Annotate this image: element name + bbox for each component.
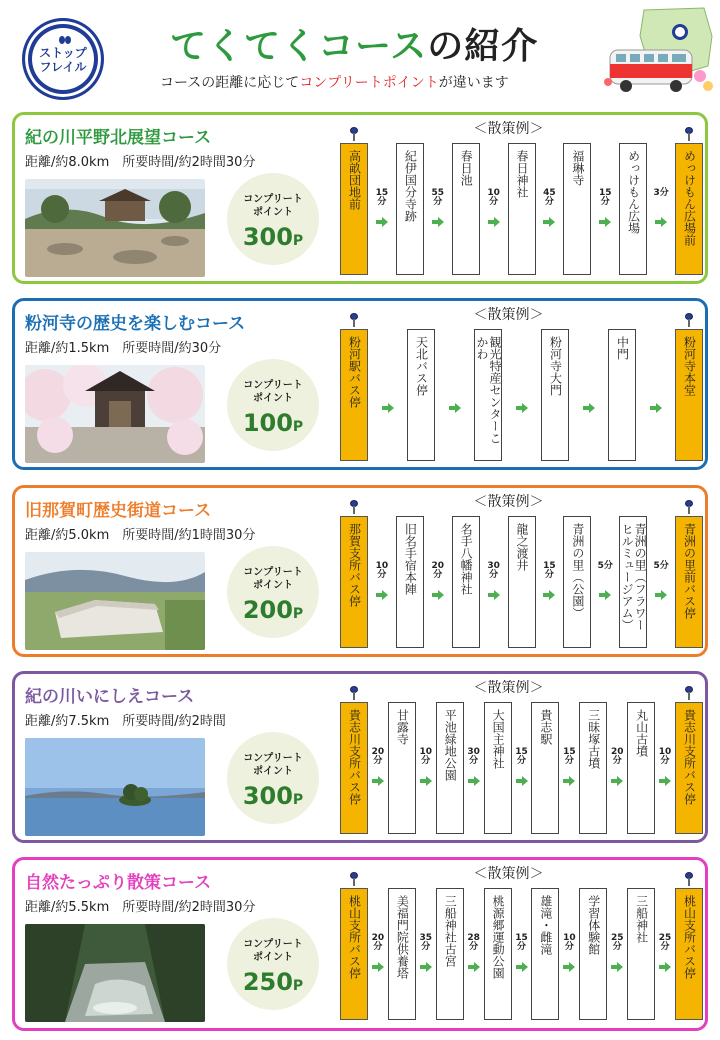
arrow-right-icon: [468, 962, 480, 972]
bus-stop-box: 粉河寺本堂: [675, 329, 703, 461]
arrow-right-icon: [599, 217, 611, 227]
title-black: の紹介: [427, 26, 539, 67]
title-green: てくてくコース: [170, 26, 428, 67]
bus-stop-box: 青洲の里前バス停: [675, 516, 703, 648]
arrow-right-icon: [543, 217, 555, 227]
bus-stop-sign-icon: [350, 872, 358, 886]
walk-time-label: 45分: [543, 188, 556, 207]
course-name: 自然たっぷり散策コース: [25, 873, 212, 893]
arrow-right-icon: [563, 776, 575, 786]
spot-box: 桃源郷運動公園: [484, 888, 512, 1020]
page-title: [170, 18, 538, 69]
complete-points-badge: [227, 546, 319, 638]
arrow-right-icon: [659, 962, 671, 972]
points-value: 300P: [242, 782, 304, 810]
bus-illustration: [604, 6, 714, 98]
bus-stop-sign-icon: [685, 686, 693, 700]
walk-example-label: ＜散策例＞: [473, 121, 544, 137]
complete-points-badge: [227, 918, 319, 1010]
arrow-right-icon: [449, 403, 461, 413]
walk-time-label: 15分: [598, 188, 612, 207]
course-name: 紀の川いにしえコース: [25, 687, 195, 707]
spot-box: 平池緑地公園: [436, 702, 464, 834]
course-card: [12, 485, 708, 657]
walk-time-label: 20分: [371, 933, 385, 952]
subtitle-pre: コースの距離に応じて: [160, 75, 300, 91]
points-label: コンプリート ポイント: [243, 753, 303, 777]
points-value: 100P: [242, 409, 304, 437]
walk-time-label: 15分: [515, 933, 528, 952]
course-photo: [25, 924, 205, 1022]
spot-box: 春日池: [452, 143, 480, 275]
spot-box: 雄滝・雌滝: [531, 888, 559, 1020]
points-label: コンプリート ポイント: [243, 194, 303, 218]
arrow-right-icon: [432, 590, 444, 600]
temple-ruins-photo: [25, 179, 205, 277]
spot-box: めっけもん広場: [619, 143, 647, 275]
bus-stop-sign-icon: [685, 872, 693, 886]
course-distance: 距離/約8.0km 所要時間/約2時間30分: [25, 155, 256, 170]
arrow-right-icon: [563, 962, 575, 972]
arrow-right-icon: [650, 403, 662, 413]
spot-box: 三船神社古宮: [436, 888, 464, 1020]
bus-stop-box: 高畝団地前: [340, 143, 368, 275]
walk-time-label: 15分: [375, 188, 389, 207]
bus-stop-sign-icon: [685, 313, 693, 327]
spot-box: 観光特産センターこかわ: [474, 329, 502, 461]
spot-box: 丸山古墳: [627, 702, 655, 834]
bus-stop-box: 桃山支所バス停: [340, 888, 368, 1020]
walk-time-label: 15分: [563, 747, 576, 766]
walk-time-label: 20分: [610, 747, 624, 766]
walk-time-label: 30分: [467, 747, 480, 766]
walk-example-label: ＜散策例＞: [473, 307, 544, 323]
museum-aerial-photo: [25, 552, 205, 650]
course-card: [12, 112, 708, 284]
walk-time-label: 10分: [563, 933, 576, 952]
temple-cherry-photo: [25, 365, 205, 463]
spot-box: 龍之渡井: [508, 516, 536, 648]
spot-box: 名手八幡神社: [452, 516, 480, 648]
walk-time-label: 10分: [658, 747, 672, 766]
course-card: [12, 671, 708, 843]
spot-box: 大国主神社: [484, 702, 512, 834]
arrow-right-icon: [488, 217, 500, 227]
complete-points-badge: [227, 732, 319, 824]
points-value: 200P: [242, 596, 304, 624]
points-value: 300P: [242, 223, 304, 251]
arrow-right-icon: [611, 962, 623, 972]
arrow-right-icon: [468, 776, 480, 786]
arrow-right-icon: [488, 590, 500, 600]
bus-stop-sign-icon: [685, 500, 693, 514]
walk-example-label: ＜散策例＞: [473, 494, 544, 510]
arrow-right-icon: [516, 403, 528, 413]
spot-box: 春日神社: [508, 143, 536, 275]
walk-time-label: 10分: [419, 747, 433, 766]
course-photo: [25, 179, 205, 277]
bus-stop-sign-icon: [350, 313, 358, 327]
walk-time-label: 3分: [653, 188, 669, 198]
arrow-right-icon: [516, 962, 528, 972]
spot-box: 天北バス停: [407, 329, 435, 461]
course-photo: [25, 738, 205, 836]
walk-time-label: 20分: [431, 561, 445, 580]
lake-island-photo: [25, 738, 205, 836]
bus-stop-sign-icon: [350, 127, 358, 141]
gorge-river-photo: [25, 924, 205, 1022]
spot-box: 三船神社: [627, 888, 655, 1020]
arrow-right-icon: [599, 590, 611, 600]
arrow-right-icon: [420, 962, 432, 972]
course-distance: 距離/約5.0km 所要時間/約1時間30分: [25, 528, 256, 543]
spot-box: 学習体験館: [579, 888, 607, 1020]
spot-box: 美福門院供養塔: [388, 888, 416, 1020]
arrow-right-icon: [376, 217, 388, 227]
arrow-right-icon: [372, 776, 384, 786]
stop-frail-logo: [22, 18, 104, 100]
walk-time-label: 30分: [487, 561, 500, 580]
walk-time-label: 35分: [419, 933, 433, 952]
walk-time-label: 55分: [431, 188, 445, 207]
bus-stop-box: 粉河駅バス停: [340, 329, 368, 461]
walk-time-label: 25分: [610, 933, 624, 952]
points-label: コンプリート ポイント: [243, 939, 303, 963]
logo-text-line1: ストップ: [39, 46, 87, 60]
walk-time-label: 25分: [658, 933, 672, 952]
course-photo: [25, 365, 205, 463]
complete-points-badge: [227, 173, 319, 265]
course-card: [12, 298, 708, 470]
subtitle-red: コンプリートポイント: [299, 75, 439, 91]
arrow-right-icon: [655, 217, 667, 227]
arrow-right-icon: [372, 962, 384, 972]
spot-box: 紀伊国分寺跡: [396, 143, 424, 275]
spot-box: 中門: [608, 329, 636, 461]
spot-box: 三昧塚古墳: [579, 702, 607, 834]
arrow-right-icon: [376, 590, 388, 600]
course-distance: 距離/約1.5km 所要時間/約30分: [25, 341, 222, 356]
spot-box: 貴志駅: [531, 702, 559, 834]
points-label: コンプリート ポイント: [243, 380, 303, 404]
walk-time-label: 10分: [487, 188, 500, 207]
course-distance: 距離/約5.5km 所要時間/約2時間30分: [25, 900, 256, 915]
course-distance: 距離/約7.5km 所要時間/約2時間: [25, 714, 226, 729]
arrow-right-icon: [583, 403, 595, 413]
logo-text-line2: フレイル: [39, 60, 87, 74]
walk-example-label: ＜散策例＞: [473, 680, 544, 696]
bus-stop-box: めっけもん広場前: [675, 143, 703, 275]
bus-stop-sign-icon: [350, 686, 358, 700]
walk-time-label: 5分: [653, 561, 669, 571]
subtitle-post: が違います: [438, 75, 509, 91]
spot-box: 粉河寺大門: [541, 329, 569, 461]
points-label: コンプリート ポイント: [243, 567, 303, 591]
bus-stop-box: 貴志川支所バス停: [675, 702, 703, 834]
arrow-right-icon: [420, 776, 432, 786]
arrow-right-icon: [543, 590, 555, 600]
spot-box: 福琳寺: [563, 143, 591, 275]
page-subtitle: [160, 72, 509, 92]
arrow-right-icon: [432, 217, 444, 227]
arrow-right-icon: [659, 776, 671, 786]
spot-box: 甘露寺: [388, 702, 416, 834]
arrow-right-icon: [655, 590, 667, 600]
points-value: 250P: [242, 968, 304, 996]
spot-box: 青洲の里（公園）: [563, 516, 591, 648]
bus-stop-sign-icon: [350, 500, 358, 514]
bus-stop-box: 那賀支所バス停: [340, 516, 368, 648]
course-name: 粉河寺の歴史を楽しむコース: [25, 314, 246, 334]
course-card: [12, 857, 708, 1031]
walk-time-label: 15分: [515, 747, 528, 766]
bus-stop-box: 桃山支所バス停: [675, 888, 703, 1020]
walk-time-label: 10分: [375, 561, 389, 580]
course-photo: [25, 552, 205, 650]
spot-box: 青洲の里（フラワーヒルミュージアム）: [619, 516, 647, 648]
walk-time-label: 20分: [371, 747, 385, 766]
footprint-icon: [58, 35, 72, 45]
complete-points-badge: [227, 359, 319, 451]
bus-stop-sign-icon: [685, 127, 693, 141]
course-name: 旧那賀町歴史街道コース: [25, 501, 212, 521]
arrow-right-icon: [611, 776, 623, 786]
walk-time-label: 28分: [467, 933, 480, 952]
spot-box: 旧名手宿本陣: [396, 516, 424, 648]
course-name: 紀の川平野北展望コース: [25, 128, 212, 148]
arrow-right-icon: [516, 776, 528, 786]
arrow-right-icon: [382, 403, 394, 413]
bus-stop-box: 貴志川支所バス停: [340, 702, 368, 834]
walk-time-label: 5分: [597, 561, 613, 571]
walk-time-label: 15分: [543, 561, 556, 580]
walk-example-label: ＜散策例＞: [473, 866, 544, 882]
